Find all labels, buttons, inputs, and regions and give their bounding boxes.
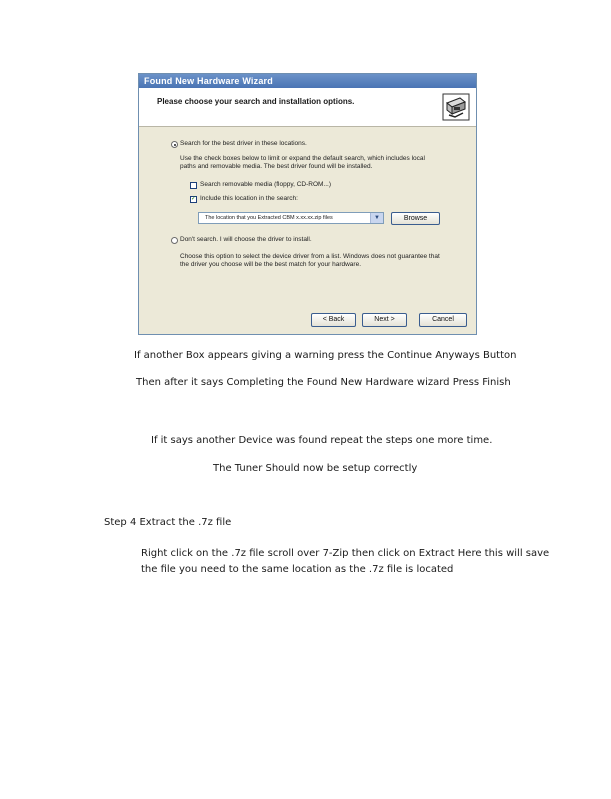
dont-search-label: Don't search. I will choose the driver to install. (180, 236, 312, 243)
chevron-down-icon[interactable]: ▼ (370, 213, 383, 223)
removable-media-checkbox[interactable] (190, 182, 197, 189)
back-button[interactable]: < Back (311, 313, 356, 327)
search-best-driver-radio[interactable] (171, 141, 178, 148)
next-button[interactable]: Next > (362, 313, 407, 327)
location-combo-value: The location that you Extracted CBM x.xx.xx.zip files (205, 215, 333, 221)
instruction-line-2: Then after it says Completing the Found New Hardware wizard Press Finish (136, 377, 511, 388)
include-location-label: Include this location in the search: (200, 195, 298, 202)
dont-search-radio[interactable] (171, 237, 178, 244)
include-location-checkbox[interactable]: ✓ (191, 196, 197, 202)
location-combo-box[interactable] (198, 212, 384, 224)
instruction-line-3: If it says another Device was found repeat the steps one more time. (151, 435, 493, 446)
dialog-header-title: Please choose your search and installation options. (157, 97, 355, 106)
dialog-title-bar: Found New Hardware Wizard (139, 74, 476, 88)
search-desc-line2: paths and removable media. The best driver found will be installed. (180, 163, 373, 170)
removable-media-label: Search removable media (floppy, CD-ROM...) (200, 181, 332, 188)
search-desc-line1: Use the check boxes below to limit or expand the default search, which includes local (180, 155, 425, 162)
browse-button[interactable]: Browse (391, 212, 440, 225)
step4-body: Right click on the .7z file scroll over 7-Zip then click on Extract Here this will save the file you need to the same location as the .7z file is located (141, 548, 550, 575)
hardware-wizard-icon (442, 93, 470, 121)
step4-heading: Step 4 Extract the .7z file (104, 517, 232, 528)
dont-search-desc-line1: Choose this option to select the device driver from a list. Windows does not guarantee that (180, 253, 440, 260)
cancel-button[interactable]: Cancel (419, 313, 467, 327)
search-best-driver-label: Search for the best driver in these locations. (180, 140, 307, 147)
instruction-line-1: If another Box appears giving a warning press the Continue Anyways Button (134, 350, 517, 361)
dont-search-desc-line2: the driver you choose will be the best match for your hardware. (180, 261, 362, 268)
found-new-hardware-wizard-dialog (138, 73, 477, 335)
instruction-line-4: The Tuner Should now be setup correctly (213, 463, 418, 474)
dialog-header (139, 88, 476, 127)
